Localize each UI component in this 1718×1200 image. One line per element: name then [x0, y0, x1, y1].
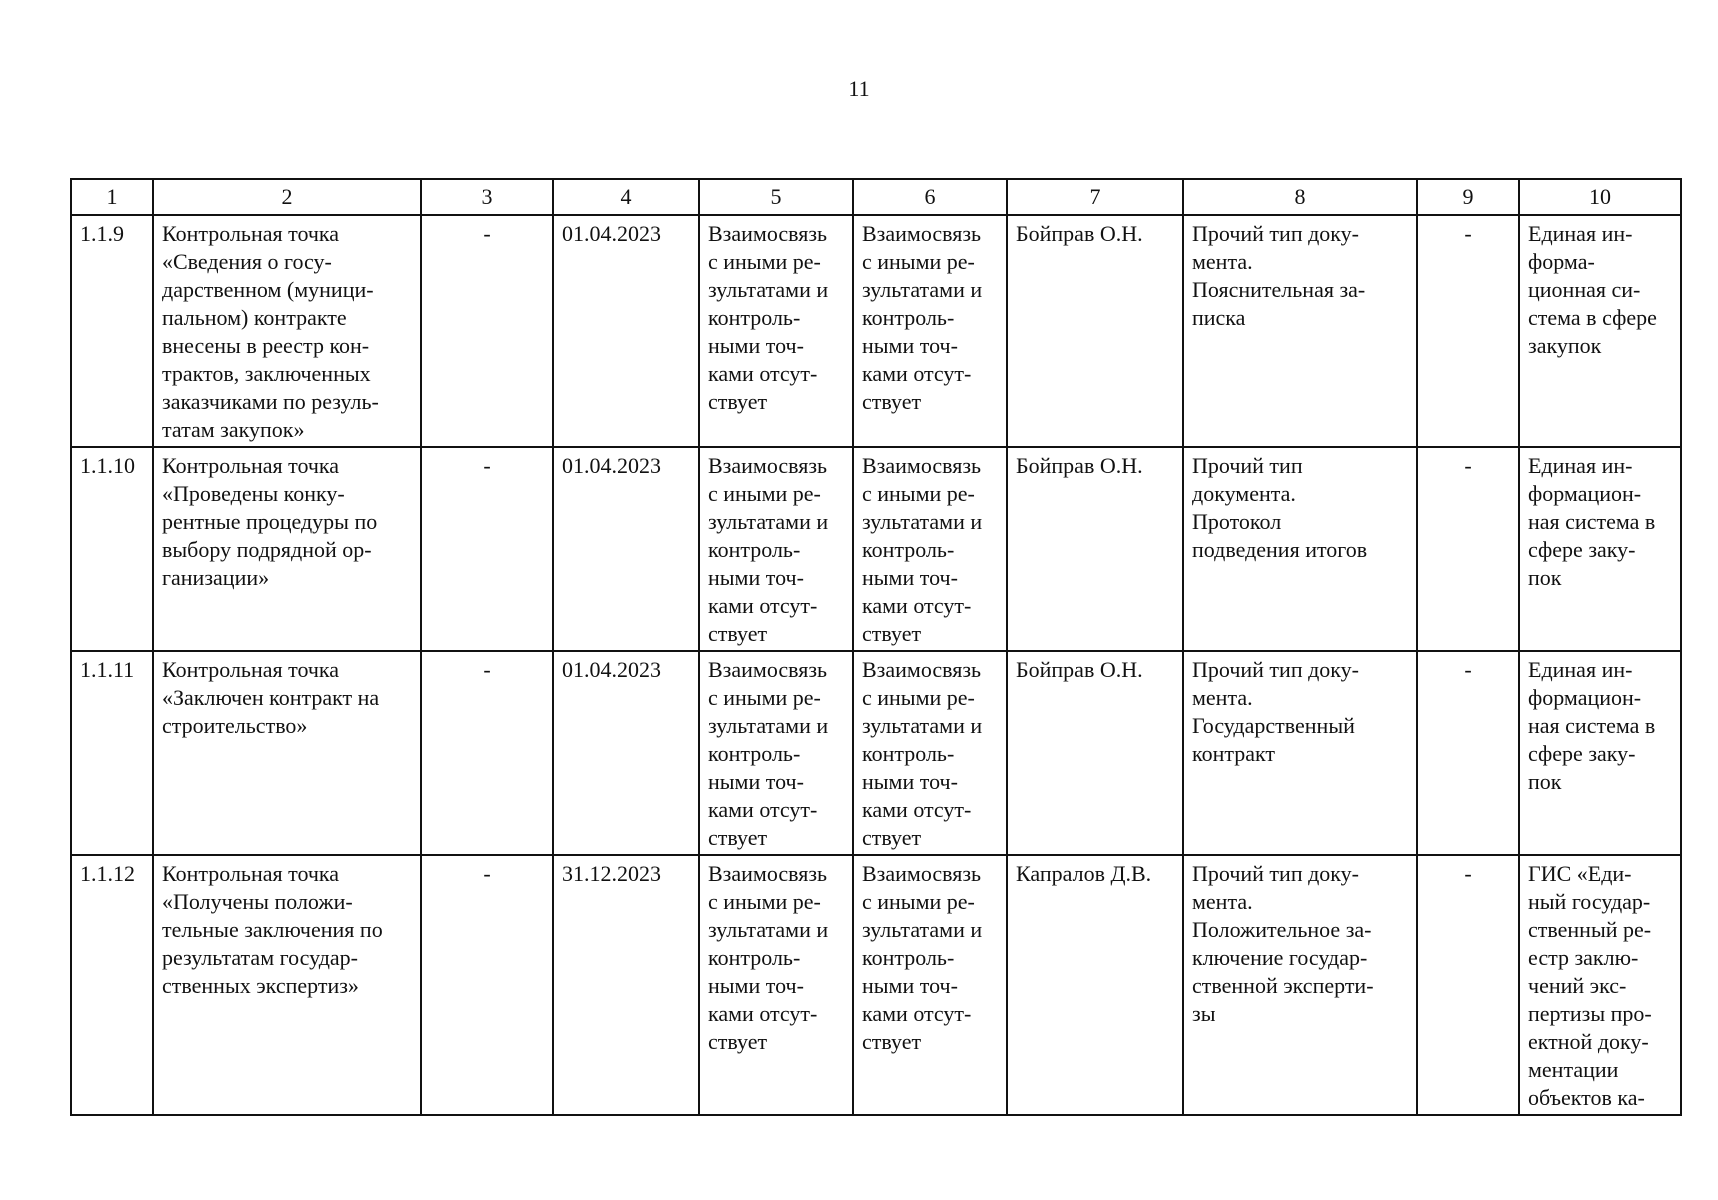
due-date: 01.04.2023: [553, 215, 699, 447]
header-row: [71, 179, 1681, 215]
cell-col6: Взаимосвязь с иными ре- зультатами и контроль- ными точ- ками отсут- ствует: [853, 215, 1007, 447]
cell-col9: -: [1417, 215, 1519, 447]
control-point-name: Контрольная точка «Сведения о госу- дарственном (муници- пальном) контракте внесены в реестр кон- трактов, заключенных заказчиками по резуль- татам закупок»: [153, 215, 421, 447]
page-number: 11: [848, 76, 870, 101]
information-system: Единая ин- форма- ционная си- стема в сфере закупок: [1519, 215, 1681, 447]
column-header-5: 5: [699, 179, 853, 215]
row-number: 1.1.9: [71, 215, 153, 447]
table-row: [71, 855, 1681, 1115]
document-type: Прочий тип документа. Протокол подведения итогов: [1183, 447, 1417, 651]
due-date: 01.04.2023: [553, 447, 699, 651]
table-row: [71, 651, 1681, 855]
row-number: 1.1.10: [71, 447, 153, 651]
cell-col9: -: [1417, 651, 1519, 855]
cell-col6: Взаимосвязь с иными ре- зультатами и контроль- ными точ- ками отсут- ствует: [853, 855, 1007, 1115]
column-header-1: 1: [71, 179, 153, 215]
information-system: Единая ин- формацион- ная система в сфере заку- пок: [1519, 447, 1681, 651]
cell-col3: -: [421, 215, 553, 447]
column-header-7: 7: [1007, 179, 1183, 215]
responsible-person: Бойправ О.Н.: [1007, 447, 1183, 651]
control-point-name: Контрольная точка «Заключен контракт на строительство»: [153, 651, 421, 855]
cell-col9: -: [1417, 855, 1519, 1115]
responsible-person: Капралов Д.В.: [1007, 855, 1183, 1115]
control-point-name: Контрольная точка «Получены положи- тельные заключения по результатам государ- ственных экспертиз»: [153, 855, 421, 1115]
information-system: ГИС «Еди- ный государ- ственный ре- естр заклю- чений экс- пертизы про- ектной доку- ментации объектов ка-: [1519, 855, 1681, 1115]
responsible-person: Бойправ О.Н.: [1007, 651, 1183, 855]
cell-col3: -: [421, 447, 553, 651]
column-header-2: 2: [153, 179, 421, 215]
cell-col5: Взаимосвязь с иными ре- зультатами и контроль- ными точ- ками отсут- ствует: [699, 651, 853, 855]
column-header-10: 10: [1519, 179, 1681, 215]
cell-col6: Взаимосвязь с иными ре- зультатами и контроль- ными точ- ками отсут- ствует: [853, 447, 1007, 651]
due-date: 31.12.2023: [553, 855, 699, 1115]
column-header-6: 6: [853, 179, 1007, 215]
cell-col5: Взаимосвязь с иными ре- зультатами и контроль- ными точ- ками отсут- ствует: [699, 447, 853, 651]
information-system: Единая ин- формацион- ная система в сфере заку- пок: [1519, 651, 1681, 855]
table-row: [71, 447, 1681, 651]
due-date: 01.04.2023: [553, 651, 699, 855]
table-row: [71, 215, 1681, 447]
column-header-8: 8: [1183, 179, 1417, 215]
cell-col3: -: [421, 651, 553, 855]
responsible-person: Бойправ О.Н.: [1007, 215, 1183, 447]
column-header-9: 9: [1417, 179, 1519, 215]
document-type: Прочий тип доку- мента. Государственный контракт: [1183, 651, 1417, 855]
row-number: 1.1.11: [71, 651, 153, 855]
cell-col6: Взаимосвязь с иными ре- зультатами и контроль- ными точ- ками отсут- ствует: [853, 651, 1007, 855]
row-number: 1.1.12: [71, 855, 153, 1115]
control-point-name: Контрольная точка «Проведены конку- рентные процедуры по выбору подрядной ор- ганизации»: [153, 447, 421, 651]
column-header-3: 3: [421, 179, 553, 215]
column-header-4: 4: [553, 179, 699, 215]
document-type: Прочий тип доку- мента. Положительное за- ключение государ- ственной эксперти- зы: [1183, 855, 1417, 1115]
cell-col5: Взаимосвязь с иными ре- зультатами и контроль- ными точ- ками отсут- ствует: [699, 215, 853, 447]
cell-col3: -: [421, 855, 553, 1115]
cell-col5: Взаимосвязь с иными ре- зультатами и контроль- ными точ- ками отсут- ствует: [699, 855, 853, 1115]
cell-col9: -: [1417, 447, 1519, 651]
control-points-table: [70, 178, 1682, 1116]
document-type: Прочий тип доку- мента. Пояснительная за- писка: [1183, 215, 1417, 447]
